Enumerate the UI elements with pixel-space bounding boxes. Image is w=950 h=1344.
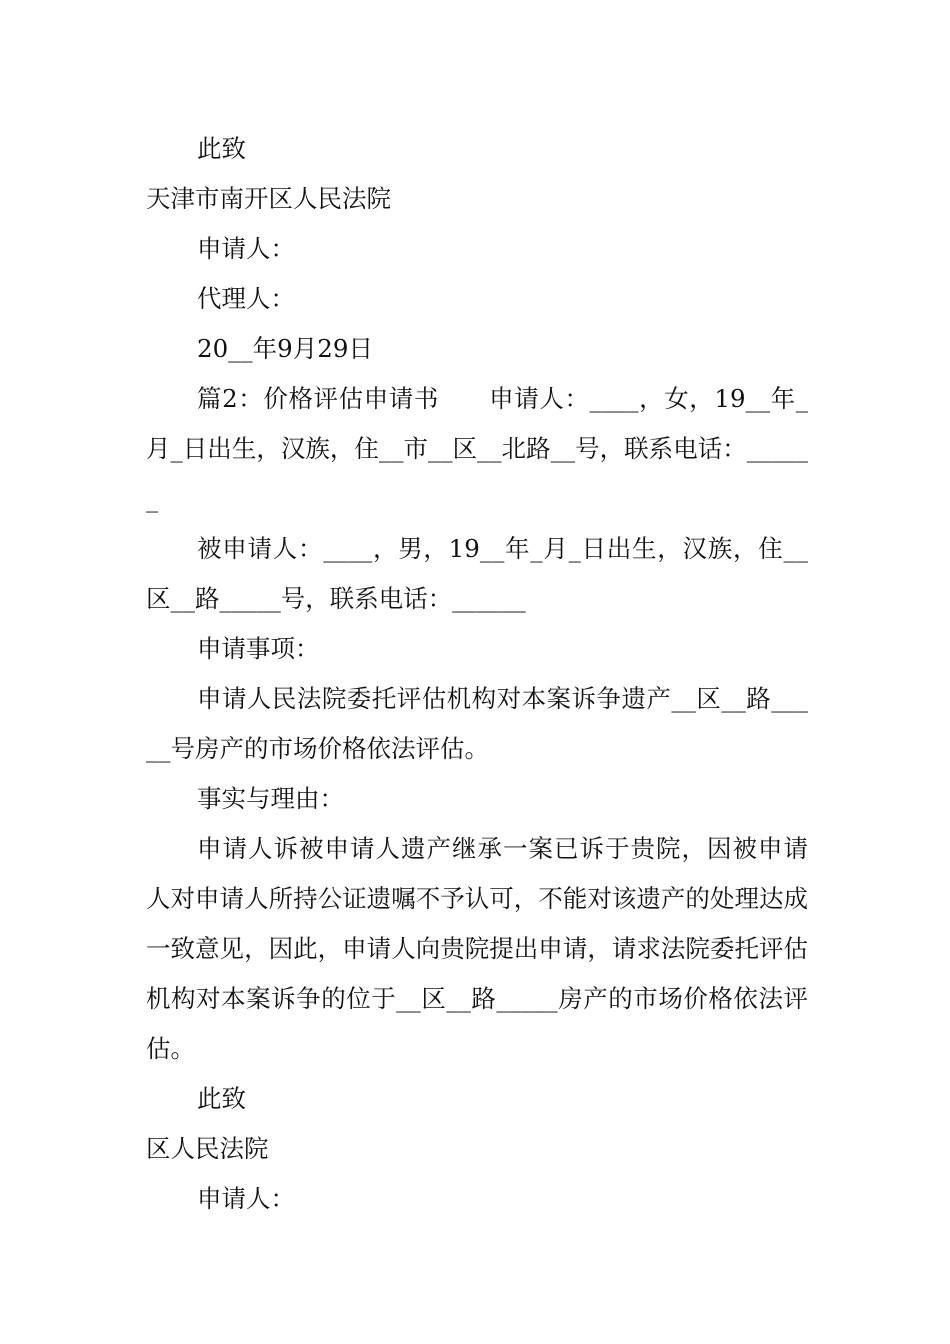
court-name-line-2: 区人民法院	[146, 1134, 269, 1163]
salutation-line: 此致	[197, 134, 246, 163]
respondent-info-paragraph: 被申请人：____，男，19__年_月_日出生，汉族，住__区__路_____号，联系电话：______	[146, 534, 808, 613]
request-items-heading: 申请事项：	[197, 634, 320, 663]
request-items-paragraph: 申请人民法院委托评估机构对本案诉争遗产__区__路_____号房产的市场价格依法评估。	[146, 684, 808, 763]
applicant-line: 申请人：	[197, 234, 295, 263]
facts-reasons-paragraph: 申请人诉被申请人遗产继承一案已诉于贵院，因被申请人对申请人所持公证遗嘱不予认可，不能对该遗产的处理达成一致意见，因此，申请人向贵院提出申请，请求法院委托评估机构对本案诉争的位于__区__路_____房产的市场价格依法评估。	[146, 834, 808, 1063]
applicant-info-paragraph: 篇2：价格评估申请书 申请人：____，女，19__年_月_日出生，汉族，住__市__区__北路__号，联系电话：______	[146, 384, 808, 513]
agent-line: 代理人：	[197, 284, 295, 313]
facts-reasons-heading: 事实与理由：	[197, 784, 344, 813]
document-page	[146, 124, 808, 1224]
salutation-line-2: 此致	[197, 1084, 246, 1113]
court-name-line: 天津市南开区人民法院	[146, 184, 391, 213]
applicant-line-2: 申请人：	[197, 1184, 295, 1213]
date-line: 20__年9月29日	[197, 334, 373, 363]
